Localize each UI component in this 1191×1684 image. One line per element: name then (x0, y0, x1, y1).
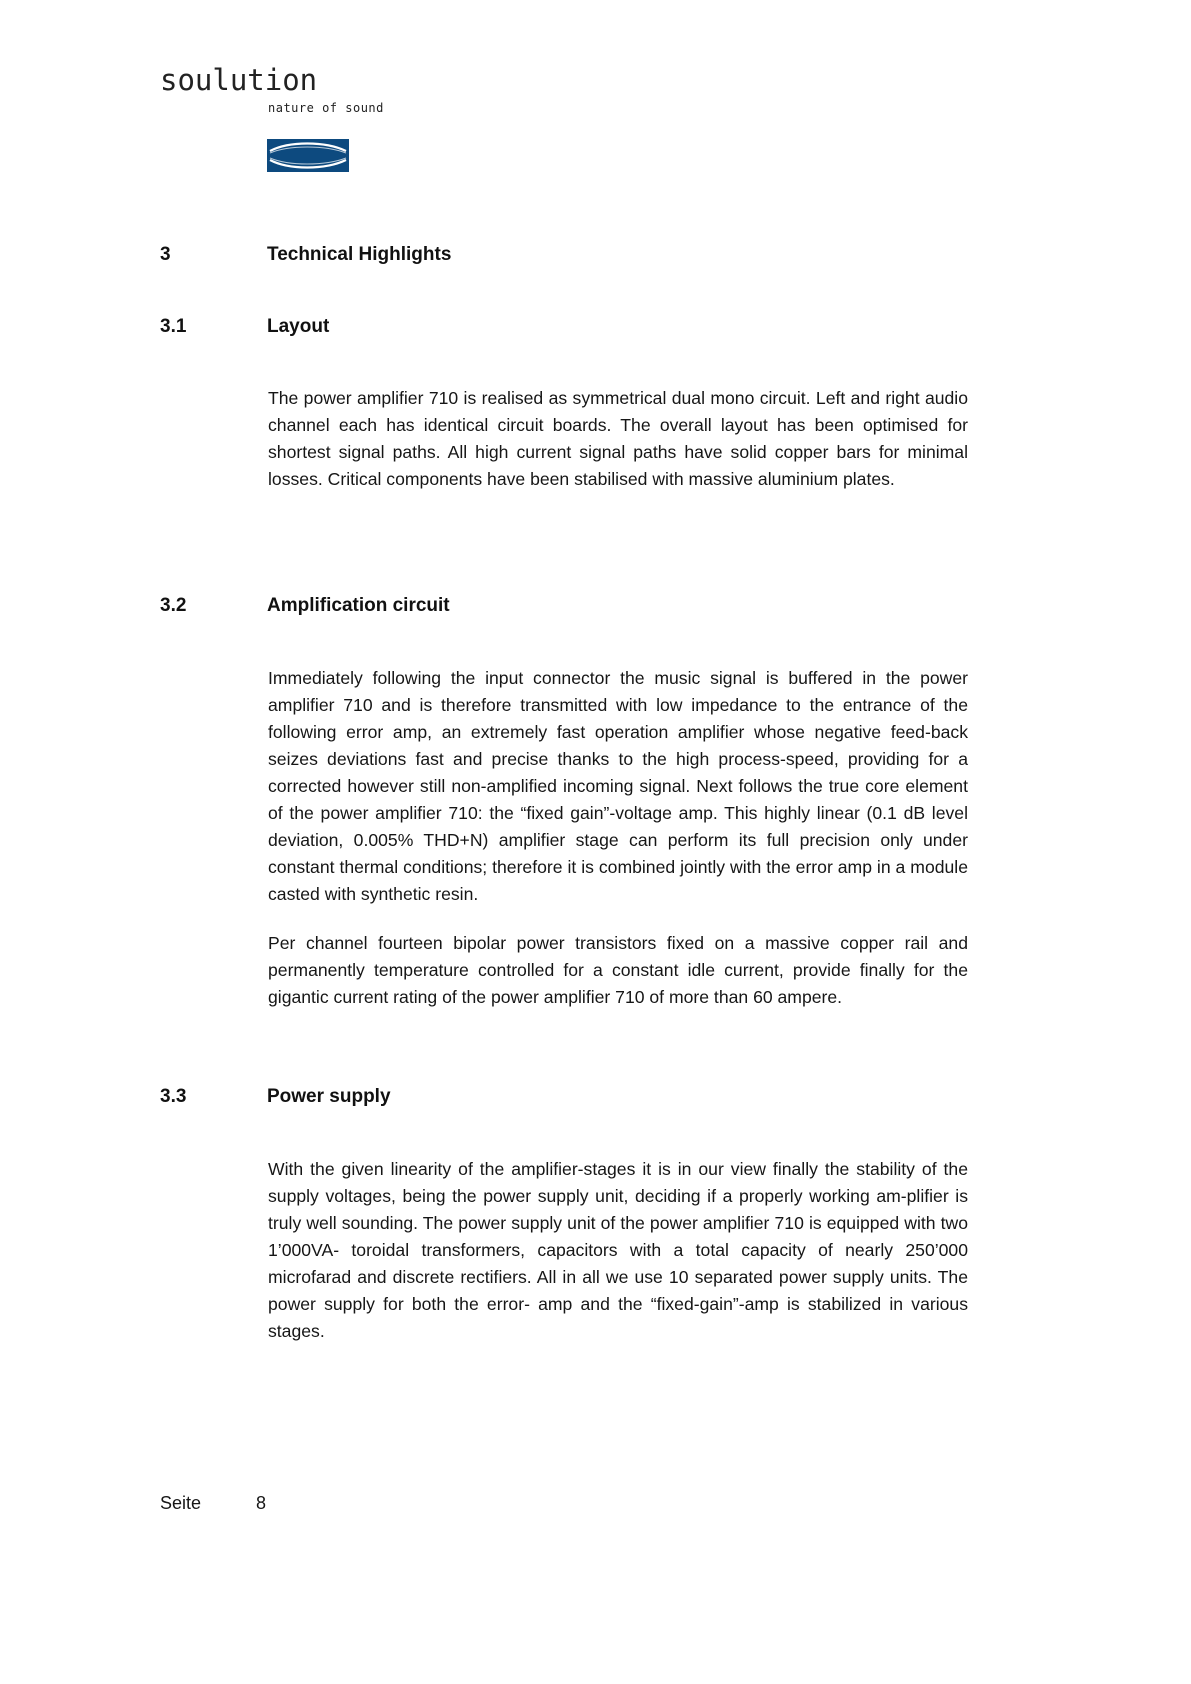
section-3-1-paragraph-1: The power amplifier 710 is realised as symmetrical dual mono circuit. Left and right audio channel each has identical circuit boards. The overall layout has been optimised for shortest signal paths. All high current signal paths have solid copper bars for minimal losses. Critical components have been stabilised with massive aluminium plates. (268, 388, 968, 489)
section-title: Technical Highlights (267, 244, 452, 265)
section-title: Power supply (267, 1086, 391, 1107)
section-number: 3.1 (160, 316, 187, 337)
section-title: Amplification circuit (267, 595, 450, 616)
section-3-2-paragraph-1: Immediately following the input connector the music signal is buffered in the power amplifier 710 and is therefore transmitted with low impedance to the entrance of the following error amp, an extremely fast operation amplifier whose negative feed-back seizes deviations fast and precise thanks to the high process-speed, providing for a corrected however still non-amplified incoming signal. Next follows the true core element of the power amplifier 710: the “fixed gain”-voltage amp. This highly linear (0.1 dB level deviation, 0.005% THD+N) amplifier stage can perform its full precision only under constant thermal conditions; therefore it is combined jointly with the error amp in a module casted with synthetic resin. (268, 668, 968, 904)
brand-tagline: nature of sound (268, 101, 384, 115)
section-number: 3.3 (160, 1086, 187, 1107)
footer-page-label: Seite (160, 1493, 202, 1513)
section-number: 3 (160, 244, 171, 265)
footer-page-number: 8 (256, 1493, 267, 1513)
section-3-2-paragraph-2: Per channel fourteen bipolar power transistors fixed on a massive copper rail and permanently temperature controlled for a constant idle current, provide finally for the gigantic current rating of the power amplifier 710 of more than 60 ampere. (268, 933, 968, 1007)
brand-name: soulution (160, 63, 318, 97)
section-number: 3.2 (160, 595, 187, 616)
section-title: Layout (267, 316, 330, 337)
soulution-wave-logo-icon (267, 139, 349, 172)
section-3-3-paragraph-1: With the given linearity of the amplifier-stages it is in our view finally the stability of the supply voltages, being the power supply unit, deciding if a properly working am-plifier is truly well sounding. The power supply unit of the power amplifier 710 is equipped with two 1’000VA- toroidal transformers, capacitors with a total capacity of nearly 250’000 microfarad and discrete rectifiers. All in all we use 10 separated power supply units. The power supply for both the error- amp and the “fixed-gain”-amp is stabilized in various stages. (268, 1159, 968, 1341)
